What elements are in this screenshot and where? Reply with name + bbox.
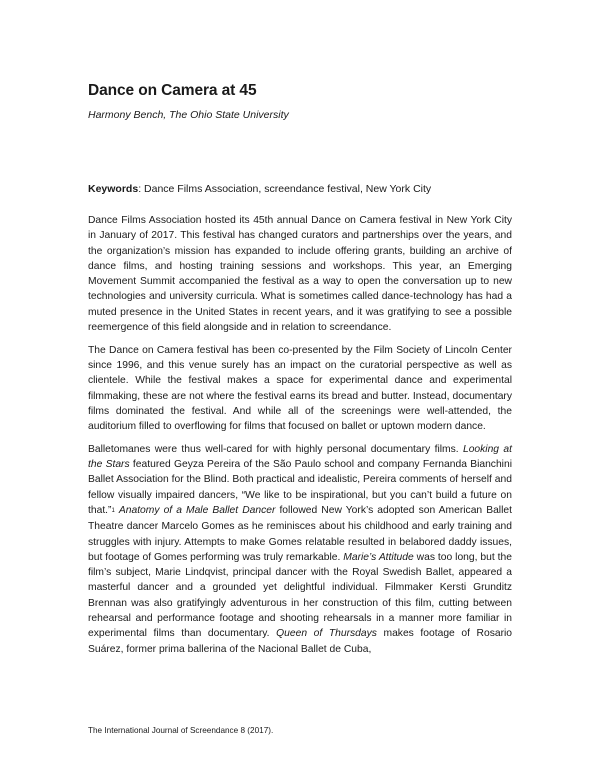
p3-text-2: featured Geyza Pereira of the São Paulo school and company Fernanda Bianchini Ballet Association for the Blind. Both practical and idealistic, Pereira comments of herself and fellow visually impaired dancers, “We like to be inspirational, but you can’t build a future on that.”	[88, 459, 512, 516]
footnote-marker[interactable]: 1	[111, 507, 115, 514]
film-title-queen-of-thursdays: Queen of Thursdays	[276, 628, 377, 640]
p3-text-6: makes footage of Rosario Suárez, former prima ballerina of the Nacional Ballet de Cuba,	[88, 628, 513, 655]
film-title-maries-attitude: Marie’s Attitude	[343, 551, 414, 563]
p3-text-1: Balletomanes were thus well-cared for with highly personal documentary films.	[88, 443, 463, 455]
article-body	[88, 213, 512, 664]
keywords-value: : Dance Films Association, screendance festival, New York City	[138, 183, 432, 195]
paragraph-3	[88, 442, 512, 657]
journal-footer: The International Journal of Screendance 8 (2017).	[88, 726, 274, 735]
paragraph-1: Dance Films Association hosted its 45th annual Dance on Camera festival in New York City in January of 2017. This festival has changed curators and partnerships over the years, and the organization’s mission has expanded to include offering grants, building an archive of dance films, and hosting training sessions and workshops. This year, an Emerging Movement Summit accompanied the festival as a way to open the conversation up to new technologies and university curricula. What is sometimes called dance-technology has had a muted presence in the United States in recent years, and it was gratifying to see a possible reemergence of this field alongside and in relation to screendance.	[88, 215, 512, 334]
film-title-looking-at-the-stars: Looking at the Stars	[88, 443, 512, 471]
paragraph-2: The Dance on Camera festival has been co-presented by the Film Society of Lincoln Center since 1996, and this venue surely has an impact on the curatorial perspective as well as clientele. While the festival makes a space for experimental dance and experimental filmmaking, these are not where the festival earns its bread and butter. Instead, documentary films dominated the festival. And while all of the screenings were well-attended, the auditorium filled to overflowing for films that focused on ballet or uptown modern dance.	[88, 344, 512, 433]
p3-text-5: was too long, but the film’s subject, Marie Lindqvist, principal dancer with the Royal Swedish Ballet, appeared a masterful dancer and a grounded yet delightful individual. Filmmaker Kersti Grunditz Brennan was also gratifyingly adventurous in her construction of this film, cutting between rehearsal and performance footage and shooting rehearsals in a manner more familiar in experimental films than documentary.	[88, 551, 512, 640]
p3-text-4: followed New York’s adopted son American Ballet Theatre dancer Marcelo Gomes as he reminisces about his childhood and early training and struggles with injury. Attempts to make Gomes relatable resulted in belabored daddy issues, but footage of Gomes performing was truly remarkable.	[88, 504, 512, 563]
keywords-line	[88, 183, 431, 195]
film-title-anatomy-male-ballet-dancer: Anatomy of a Male Ballet Dancer	[118, 504, 276, 516]
article-title: Dance on Camera at 45	[88, 82, 257, 99]
author-byline: Harmony Bench, The Ohio State University	[88, 109, 289, 121]
keywords-label: Keywords	[88, 183, 139, 195]
